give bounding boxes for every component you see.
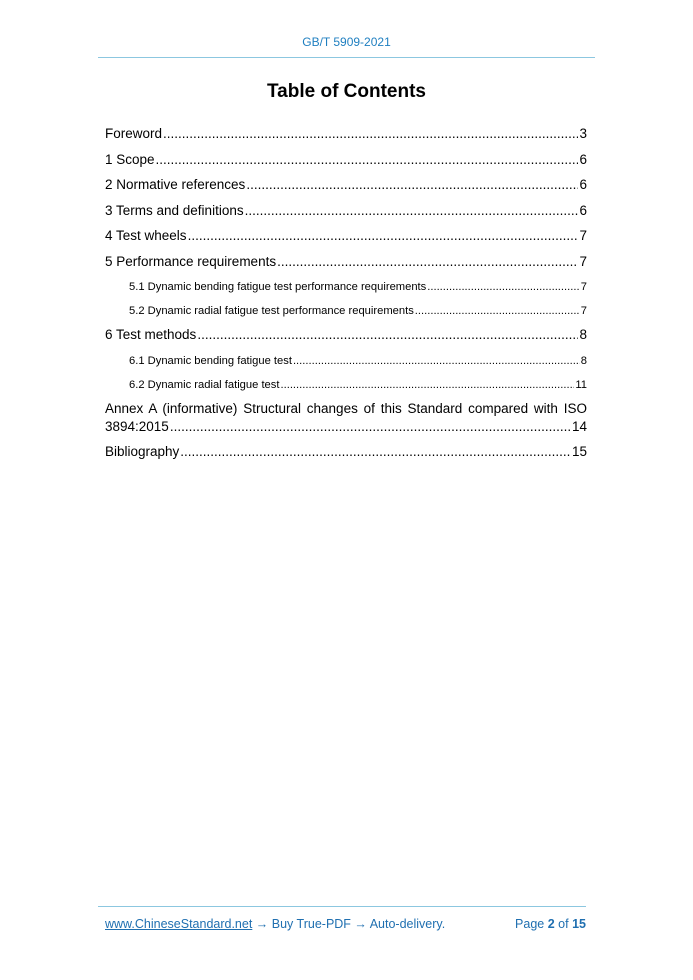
toc-entry-label: Bibliography (105, 443, 180, 459)
toc-entry-annex-a-line2: 3894:2015 (105, 418, 169, 434)
footer-website-link[interactable]: www.ChineseStandard.net (105, 917, 253, 931)
toc-entry[interactable] (105, 302, 587, 326)
toc-entry[interactable] (105, 253, 587, 279)
toc-page-number: 11 (575, 378, 587, 391)
toc-entry[interactable] (105, 227, 587, 253)
dot-leader (293, 352, 580, 370)
current-page: 2 (547, 917, 555, 931)
dot-leader (197, 326, 578, 344)
dot-leader (245, 202, 579, 220)
toc-page-number: 8 (580, 354, 587, 367)
toc-entry[interactable] (105, 278, 587, 302)
toc-entry[interactable] (105, 125, 587, 151)
toc-entry-label: 1 Scope (105, 151, 155, 167)
toc-entry-label: 5.1 Dynamic bending fatigue test performance requirements (129, 281, 427, 293)
toc-page-number: 6 (579, 151, 587, 167)
page-indicator: Page 2 of 15 (515, 917, 586, 931)
toc-entry-label: 3 Terms and definitions (105, 202, 244, 218)
toc-entry[interactable] (105, 376, 587, 400)
header-standard-code: GB/T 5909-2021 (302, 35, 391, 49)
dot-leader (180, 443, 571, 461)
toc-page-number: 6 (579, 177, 587, 192)
toc-page-number: 7 (579, 228, 587, 243)
table-of-contents (105, 125, 587, 468)
toc-entry[interactable] (105, 176, 587, 202)
page-title: Table of Contents (266, 81, 427, 102)
dot-leader (163, 125, 578, 143)
dot-leader (415, 302, 580, 320)
toc-entry-label: 2 Normative references (105, 177, 246, 192)
toc-page-number: 14 (571, 418, 587, 434)
toc-entry-label: Foreword (105, 126, 163, 141)
toc-page-number: 7 (579, 253, 587, 269)
footer-tagline: → Buy True-PDF → Auto-delivery. (252, 917, 446, 931)
toc-entry-annex-a-line1: Annex A (informative) Structural changes of this Standard compared with ISO (105, 400, 587, 416)
toc-entry-label: 5 Performance requirements (105, 253, 277, 269)
dot-leader (156, 151, 579, 169)
toc-entry[interactable] (105, 151, 587, 177)
header-divider (98, 57, 595, 58)
toc-page-number: 6 (579, 202, 587, 218)
toc-entry-label: 4 Test wheels (105, 228, 187, 243)
toc-page-number: 15 (571, 443, 587, 459)
toc-page-number: 7 (580, 305, 587, 317)
toc-entry[interactable] (105, 326, 587, 352)
toc-entry[interactable] (105, 202, 587, 228)
toc-page-number: 7 (580, 281, 587, 293)
dot-leader (246, 176, 578, 194)
toc-entry-annex-a[interactable] (105, 400, 587, 436)
toc-page-number: 3 (579, 126, 587, 141)
toc-entry-label: 6.2 Dynamic radial fatigue test (129, 378, 280, 391)
toc-entry-label: 6.1 Dynamic bending fatigue test (129, 354, 292, 367)
dot-leader (281, 376, 575, 394)
dot-leader (277, 253, 578, 271)
dot-leader (170, 418, 571, 436)
toc-page-number: 8 (579, 327, 587, 342)
dot-leader (427, 278, 580, 296)
dot-leader (188, 227, 579, 245)
toc-entry-label: 6 Test methods (105, 327, 197, 342)
total-pages: 15 (572, 917, 586, 931)
toc-entry-bibliography[interactable] (105, 443, 587, 469)
toc-entry[interactable] (105, 352, 587, 376)
toc-entry-label: 5.2 Dynamic radial fatigue test performance requirements (129, 305, 414, 317)
footer-divider (98, 906, 586, 907)
